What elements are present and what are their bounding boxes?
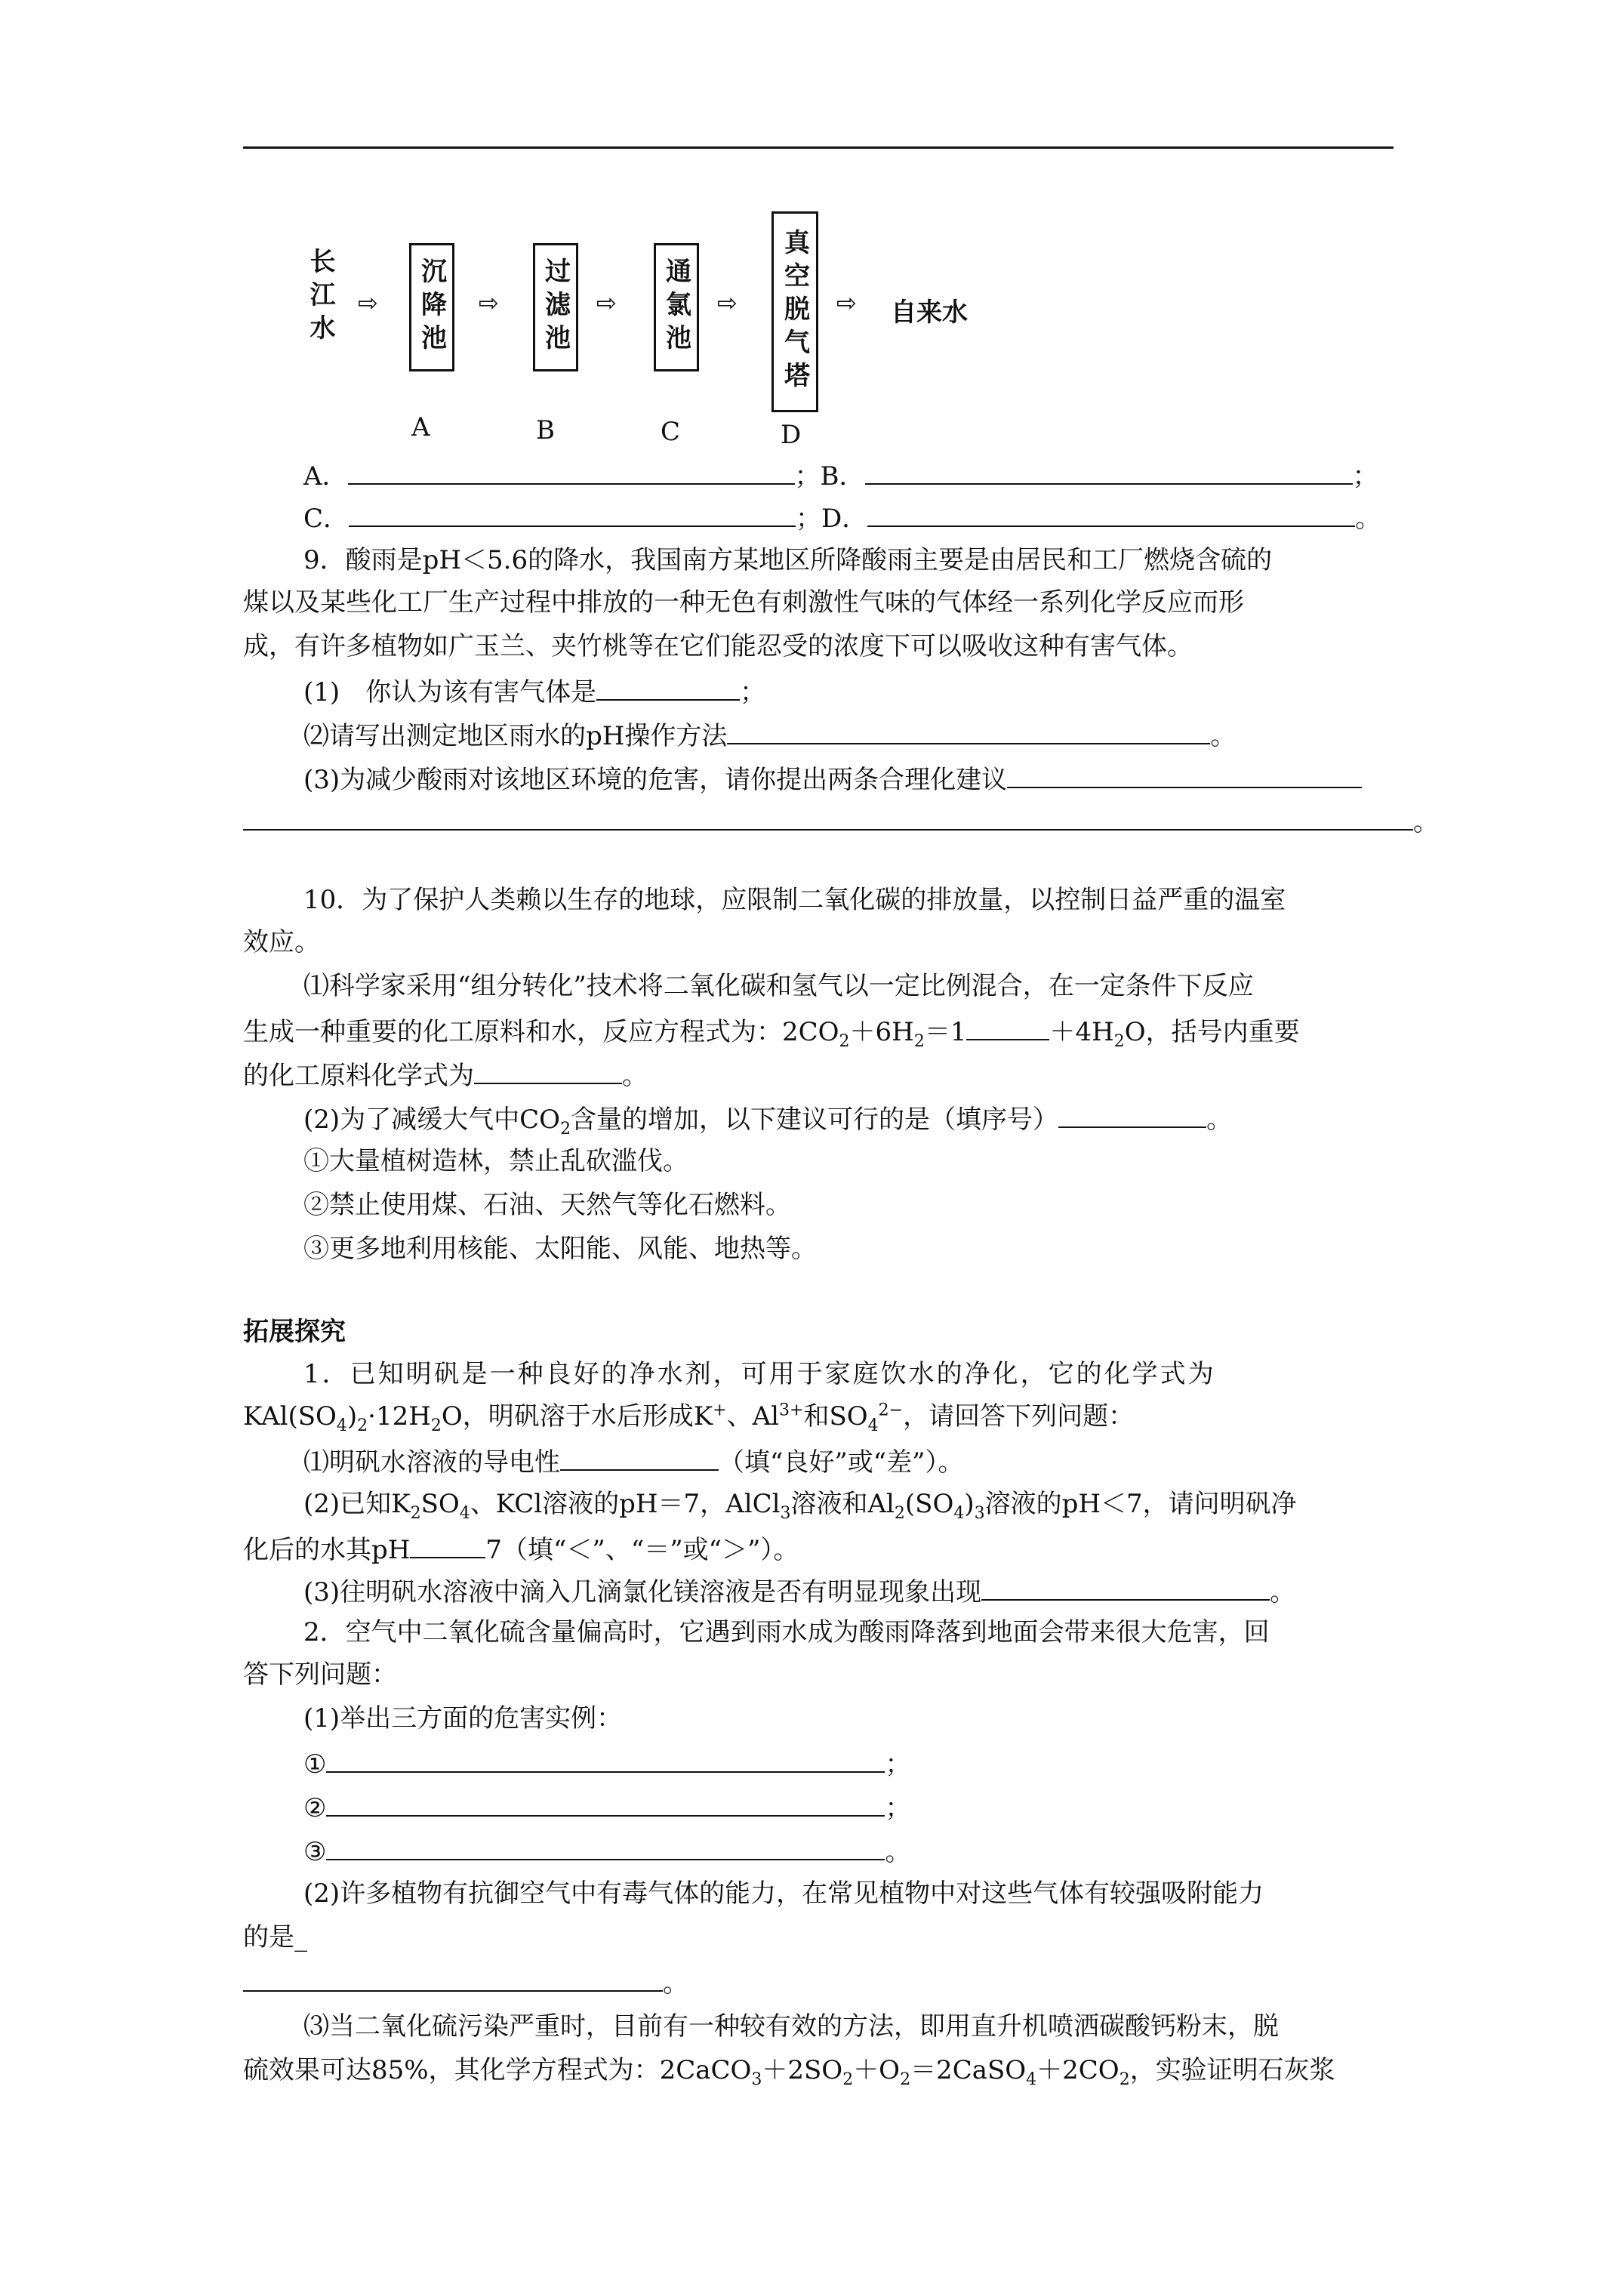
flow-box-label: C bbox=[661, 417, 681, 447]
ext-q2-example: ② ； bbox=[303, 1791, 910, 1823]
ext-q1-line: 1．已知明矾是一种良好的净水剂，可用于家庭饮水的净化，它的化学式为 bbox=[303, 1359, 1216, 1389]
blank-q9-1[interactable] bbox=[596, 675, 740, 701]
q10-line: 10．为了保护人类赖以生存的地球，应限制二氧化碳的排放量，以控制日益严重的温室 bbox=[303, 885, 1286, 915]
blank-a[interactable] bbox=[348, 459, 795, 485]
q9-line: 煤以及某些化工厂生产过程中排放的一种无色有刺激性气味的气体经一系列化学反应而形 bbox=[243, 587, 1244, 618]
flow-box-chlorination: 通氯池 bbox=[654, 243, 699, 371]
q10-part1-equation: 生成一种重要的化工原料和水，反应方程式为：$2CO_2+6H_2=1 +4H_2O$，括号内重要 bbox=[243, 1015, 1300, 1047]
q10-part1-line3: 的化工原料化学式为 。 bbox=[243, 1059, 648, 1091]
section-heading: 拓展探究 bbox=[243, 1317, 346, 1347]
arrow-icon: ⇨ bbox=[596, 288, 617, 317]
q10-option: ②禁止使用煤、石油、天然气等化石燃料。 bbox=[303, 1190, 791, 1220]
blank-q10-1[interactable] bbox=[474, 1059, 622, 1084]
flow-box-label: A bbox=[411, 412, 430, 442]
ext-q1-part2: (2)已知$K_2SO_4$、KCl溶液的pH＝7，AlCl$_3$溶液和$Al_2(SO_4)_3$溶液的pH＜7，请问明矾净 bbox=[303, 1489, 1297, 1523]
blank-q10-formula[interactable] bbox=[966, 1015, 1049, 1040]
ext-q1-part1: ⑴明矾水溶液的导电性 （填“良好”或“差”）。 bbox=[303, 1445, 964, 1478]
q8-answer-line-ab: A． ；B． ； bbox=[303, 459, 1378, 492]
blank-q9-3b[interactable] bbox=[243, 805, 1413, 831]
ext-q2-part3-equation: 硫效果可达85%，其化学方程式为：$2CaCO_3+2SO_2+O_2=2CaSO_4+2CO_2$，实验证明石灰浆 bbox=[243, 2055, 1335, 2089]
ext-q1-part3: (3)往明矾水溶液中滴入几滴氯化镁溶液是否有明显现象出现 。 bbox=[303, 1575, 1295, 1607]
blank-ext-q2-c3[interactable] bbox=[326, 1835, 885, 1860]
blank-d[interactable] bbox=[867, 501, 1355, 527]
blank-ext-q1-3[interactable] bbox=[981, 1575, 1270, 1601]
blank-c[interactable] bbox=[349, 501, 796, 527]
q9-part3-cont: 。 bbox=[243, 805, 1439, 837]
q10-option: ①大量植树造林，禁止乱砍滥伐。 bbox=[303, 1146, 688, 1176]
blank-ext-q2-2[interactable] bbox=[243, 1966, 663, 1992]
blank-ext-q2-c2[interactable] bbox=[326, 1791, 885, 1817]
ext-q2-part1: (1)举出三方面的危害实例： bbox=[303, 1703, 623, 1734]
ext-q2-part2-answer: 。 bbox=[243, 1966, 688, 1999]
q10-line: 效应。 bbox=[243, 927, 320, 957]
ext-q1-part2-line2: 化后的水其pH 7（填“＜”、“＝”或“＞”）。 bbox=[243, 1533, 799, 1565]
blank-b[interactable] bbox=[865, 459, 1353, 485]
flow-box-degassing: 真空脱气塔 bbox=[771, 211, 818, 412]
ext-q2-example: ③ 。 bbox=[303, 1835, 910, 1867]
ext-q2-part3: ⑶当二氧化硫污染严重时，目前有一种较有效的方法，即用直升机喷洒碳酸钙粉末，脱 bbox=[303, 2011, 1279, 2042]
q10-option: ③更多地利用核能、太阳能、风能、地热等。 bbox=[303, 1234, 817, 1264]
flow-box-label: B bbox=[536, 415, 555, 445]
blank-ext-q2-c1[interactable] bbox=[326, 1747, 885, 1773]
arrow-icon: ⇨ bbox=[836, 288, 857, 317]
flow-box-filter: 过滤池 bbox=[533, 243, 578, 371]
q10-part1: ⑴科学家采用“组分转化”技术将二氧化碳和氢气以一定比例混合，在一定条件下反应 bbox=[303, 971, 1254, 1001]
q9-part2: ⑵请写出测定地区雨水的pH操作方法 。 bbox=[303, 719, 1236, 751]
q9-line: 成，有许多植物如广玉兰、夹竹桃等在它们能忍受的浓度下可以吸收这种有害气体。 bbox=[243, 631, 1193, 661]
arrow-icon: ⇨ bbox=[358, 288, 378, 317]
flow-box-sedimentation: 沉降池 bbox=[409, 243, 454, 371]
arrow-icon: ⇨ bbox=[717, 288, 738, 317]
q10-part2: (2)为了减缓大气中$CO_2$含量的增加，以下建议可行的是（填序号） 。 bbox=[303, 1102, 1232, 1135]
q9-part3: (3)为减少酸雨对该地区环境的危害，请你提出两条合理化建议 bbox=[303, 763, 1362, 795]
ext-q1-formula-line: $KAl(SO_4)_2\cdot 12H_2O$，明矾溶于水后形成K+、$Al^{3+}$和$SO_4^{2-}$，请回答下列问题： bbox=[243, 1401, 1135, 1435]
q9-line: 9．酸雨是pH＜5.6的降水，我国南方某地区所降酸雨主要是由居民和工厂燃烧含硫的 bbox=[303, 545, 1273, 575]
q9-part1: (1) 你认为该有害气体是 ； bbox=[303, 675, 765, 707]
blank-q9-2[interactable] bbox=[727, 719, 1210, 744]
arrow-icon: ⇨ bbox=[479, 288, 499, 317]
flow-box-label: D bbox=[781, 420, 802, 450]
blank-ext-q1-1[interactable] bbox=[560, 1445, 719, 1471]
ext-q2-line: 2．空气中二氧化硫含量偏高时，它遇到雨水成为酸雨降落到地面会带来很大危害，回 bbox=[303, 1617, 1270, 1647]
blank-q9-3a[interactable] bbox=[1007, 763, 1362, 788]
blank-q10-2[interactable] bbox=[1058, 1102, 1206, 1128]
ext-q2-line: 答下列问题： bbox=[243, 1660, 397, 1690]
blank-ext-q1-2[interactable] bbox=[410, 1533, 485, 1558]
flow-end-label: 自来水 bbox=[891, 297, 968, 328]
header-rule bbox=[243, 146, 1394, 149]
ext-q2-example: ① ； bbox=[303, 1747, 910, 1780]
ext-q2-part2: (2)许多植物有抗御空气中有毒气体的能力，在常见植物中对这些气体有较强吸附能力 bbox=[303, 1878, 1264, 1909]
flow-start-label: 长江水 bbox=[305, 248, 335, 347]
q8-answer-line-cd: C． ；D． 。 bbox=[303, 501, 1381, 534]
ext-q2-part2-line2: 的是_ bbox=[243, 1922, 307, 1952]
